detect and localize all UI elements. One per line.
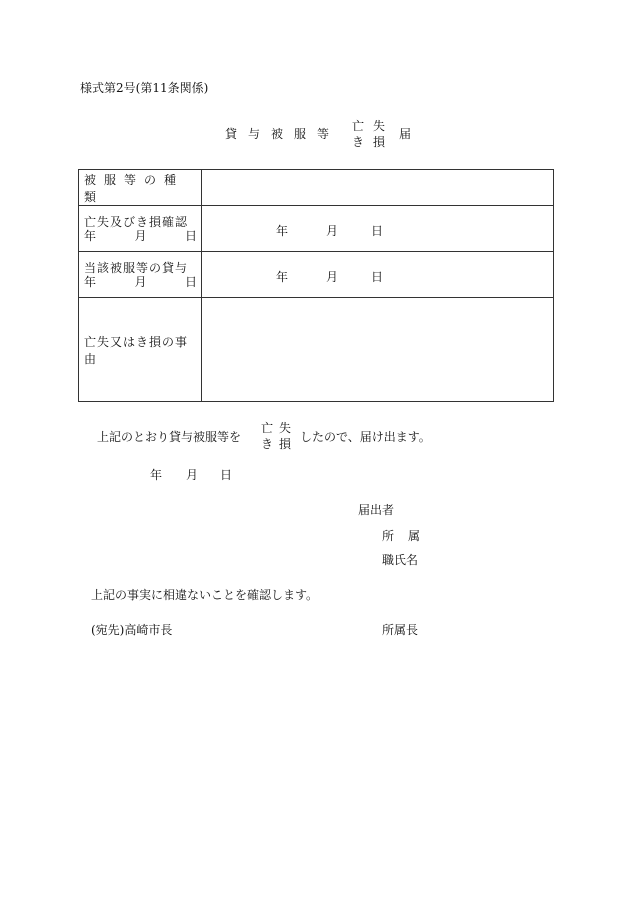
submission-year: 年 — [150, 468, 163, 482]
unit-month: 月 — [134, 228, 147, 243]
unit-month: 月 — [134, 274, 147, 289]
form-title-end: 届 — [399, 127, 412, 141]
unit-day: 日 — [184, 274, 197, 289]
loss-confirm-label: 亡失及びき損確認 — [84, 214, 189, 229]
form-title-stacked — [352, 118, 394, 150]
statement-stacked — [261, 420, 297, 452]
name-label: 職氏名 — [382, 553, 419, 567]
unit-year: 年 — [84, 274, 97, 289]
date-month: 月 — [326, 223, 339, 238]
title-stack-bottom: き損 — [352, 135, 395, 149]
dept-head-label: 所属長 — [382, 623, 419, 637]
submission-day: 日 — [220, 468, 233, 482]
confirmation-statement: 上記の事実に相違ないことを確認します。 — [91, 588, 319, 602]
date-day: 日 — [371, 269, 384, 284]
loss-reason-field[interactable] — [202, 298, 554, 402]
unit-year: 年 — [84, 228, 97, 243]
form-title: 貸与被服等 — [225, 127, 341, 141]
affiliation-label: 所属 — [382, 529, 435, 543]
date-month: 月 — [326, 269, 339, 284]
statement-stack-top: 亡失 — [261, 421, 298, 435]
report-table — [78, 169, 554, 402]
date-day: 日 — [371, 223, 384, 238]
statement-prefix: 上記のとおり貸与被服等を — [97, 430, 242, 444]
date-year: 年 — [276, 223, 289, 238]
loss-confirm-date-field[interactable] — [202, 206, 554, 252]
applicant-label: 届出者 — [358, 503, 395, 517]
title-stack-top: 亡失 — [352, 119, 395, 133]
row-label-loss-confirm-date — [79, 206, 202, 252]
form-number: 様式第2号(第11条関係) — [80, 81, 209, 95]
addressee: (宛先)高崎市長 — [91, 623, 173, 637]
loan-date-field[interactable] — [202, 252, 554, 298]
unit-day: 日 — [184, 228, 197, 243]
submission-month: 月 — [186, 468, 199, 482]
row-label-clothing-type: 被服等の種類 — [79, 170, 202, 206]
loss-confirm-date-units — [84, 229, 197, 243]
date-year: 年 — [276, 269, 289, 284]
row-label-loan-date — [79, 252, 202, 298]
statement-suffix: したので、届け出ます。 — [300, 430, 431, 444]
row-label-loss-reason: 亡失又はき損の事由 — [79, 298, 202, 402]
clothing-type-field[interactable] — [202, 170, 554, 206]
loan-date-units — [84, 275, 197, 289]
statement-stack-bottom: き損 — [261, 437, 298, 451]
loan-date-label: 当該被服等の貸与 — [84, 260, 189, 275]
